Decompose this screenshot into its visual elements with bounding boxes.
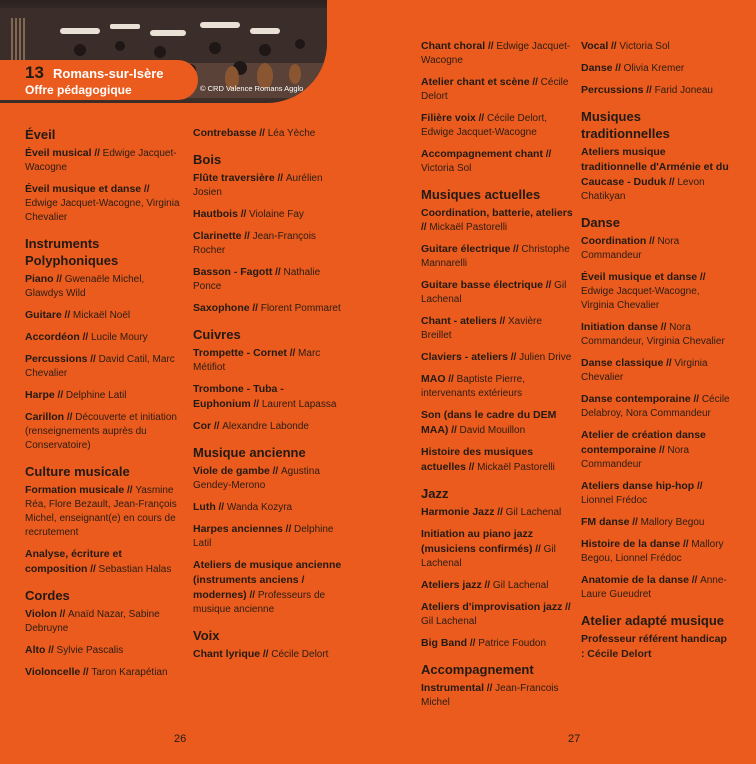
section-heading: Musiques traditionnelles bbox=[581, 109, 670, 141]
course-name: Ateliers musique traditionnelle d'Arménie et du Caucase - Duduk bbox=[581, 146, 729, 188]
course-entry bbox=[421, 111, 573, 140]
course-name: Filière voix bbox=[421, 112, 476, 124]
teacher-names: Levon Chatikyan bbox=[581, 177, 705, 202]
course-entry bbox=[193, 647, 343, 662]
course-entry bbox=[421, 600, 573, 629]
separator: // bbox=[64, 412, 76, 423]
separator: // bbox=[421, 222, 430, 233]
teacher-names: Delphine Latil bbox=[193, 524, 334, 549]
separator: // bbox=[282, 524, 295, 535]
section-heading: Cordes bbox=[25, 588, 70, 603]
separator: // bbox=[141, 184, 150, 195]
course-name: MAO bbox=[421, 373, 446, 385]
teacher-names: Edwige Jacquet-Wacogne, Virginia Chevalier bbox=[581, 286, 700, 311]
course-name: Violoncelle bbox=[25, 666, 81, 678]
separator: // bbox=[608, 41, 620, 52]
page-number-right: 27 bbox=[568, 733, 581, 745]
course-entry bbox=[581, 632, 731, 662]
separator: // bbox=[688, 575, 701, 586]
separator: // bbox=[53, 274, 65, 285]
teacher-names: Nora Commandeur bbox=[581, 445, 690, 470]
course-name: Anatomie de la danse bbox=[581, 574, 689, 586]
section-heading: Instruments Polyphoniques bbox=[25, 236, 119, 268]
teacher-names: Nora Commandeur bbox=[581, 236, 680, 261]
separator: // bbox=[680, 539, 692, 550]
teacher-names: Cécile Delort, Edwige Jacquet-Wacogne bbox=[421, 113, 548, 138]
course-entry bbox=[193, 382, 343, 412]
course-entry bbox=[421, 75, 573, 104]
course-name: Luth bbox=[193, 501, 216, 513]
teacher-names: Sylvie Pascalis bbox=[56, 645, 124, 656]
separator: // bbox=[79, 332, 91, 343]
course-name: Big Band bbox=[421, 637, 468, 649]
teacher-names: Mickaël Pastorelli bbox=[477, 462, 555, 473]
teacher-names: Lionnel Frédoc bbox=[581, 495, 648, 506]
separator: // bbox=[87, 564, 99, 575]
course-entry bbox=[193, 126, 343, 141]
separator: // bbox=[510, 244, 522, 255]
course-entry bbox=[581, 479, 731, 508]
teacher-names: Alexandre Labonde bbox=[222, 421, 309, 432]
course-entry bbox=[25, 330, 185, 345]
teacher-names: Mallory Begou, Lionnel Frédoc bbox=[581, 539, 724, 564]
teacher-names: Olivia Kremer bbox=[623, 63, 685, 74]
course-name: Contrebasse bbox=[193, 127, 257, 139]
course-entry bbox=[421, 206, 573, 235]
course-entry bbox=[25, 182, 185, 225]
course-entry bbox=[581, 39, 731, 54]
course-name: Hautbois bbox=[193, 208, 238, 220]
course-name: Alto bbox=[25, 644, 46, 656]
teacher-names: Delphine Latil bbox=[65, 390, 127, 401]
course-name: Saxophone bbox=[193, 302, 250, 314]
separator: // bbox=[445, 374, 457, 385]
course-name: Coordination bbox=[581, 235, 647, 247]
course-entry bbox=[25, 483, 185, 540]
course-entry bbox=[421, 147, 573, 176]
teacher-names: Xavière Breillet bbox=[421, 316, 542, 341]
separator: // bbox=[542, 280, 555, 291]
course-name: Harpe bbox=[25, 389, 55, 401]
teacher-names: Lucile Moury bbox=[90, 332, 148, 343]
course-entry bbox=[421, 314, 573, 343]
course-name: Initiation au piano jazz (musiciens confirmés) bbox=[421, 528, 534, 555]
course-name: Histoire des musiques actuelles bbox=[421, 446, 534, 473]
course-name: Coordination, batterie, ateliers bbox=[421, 207, 573, 219]
course-entry bbox=[193, 522, 343, 551]
teacher-names: Florent Pommaret bbox=[260, 303, 341, 314]
separator: // bbox=[663, 358, 675, 369]
teacher-names: Edwige Jacquet-Wacogne, Virginia Chevalier bbox=[25, 198, 180, 223]
course-name: Cor bbox=[193, 420, 212, 432]
course-name: Danse contemporaine bbox=[581, 393, 691, 405]
page-number-left: 26 bbox=[174, 733, 187, 745]
separator: // bbox=[529, 77, 541, 88]
teacher-names: Baptiste Pierre, intervenants extérieurs bbox=[421, 374, 525, 399]
teacher-names: Léa Yèche bbox=[267, 128, 316, 139]
separator: // bbox=[496, 316, 508, 327]
separator: // bbox=[542, 149, 552, 160]
course-name: Ateliers jazz bbox=[421, 579, 482, 591]
separator: // bbox=[272, 267, 284, 278]
separator: // bbox=[61, 310, 73, 321]
course-entry bbox=[421, 39, 573, 68]
separator: // bbox=[475, 113, 487, 124]
teacher-names: Mickaël Noël bbox=[72, 310, 131, 321]
teacher-names: Gil Lachenal bbox=[421, 616, 477, 627]
course-name: Chant lyrique bbox=[193, 648, 261, 660]
separator: // bbox=[250, 399, 262, 410]
section-heading: Musiques actuelles bbox=[421, 187, 541, 202]
teacher-names: Taron Karapétian bbox=[91, 667, 168, 678]
course-name: Guitare basse électrique bbox=[421, 279, 543, 291]
teacher-names: Découverte et initiation (renseignements auprès du Conservatoire) bbox=[25, 412, 177, 451]
course-name: Percussions bbox=[581, 84, 644, 96]
separator: // bbox=[532, 544, 544, 555]
teacher-names: Patrice Foudon bbox=[478, 638, 547, 649]
course-name: Instrumental bbox=[421, 682, 485, 694]
course-entry bbox=[581, 270, 731, 313]
section-number: 13 bbox=[25, 63, 44, 82]
course-entry bbox=[193, 419, 343, 434]
course-entry bbox=[421, 242, 573, 271]
separator: // bbox=[507, 352, 520, 363]
teacher-names: Virginia Chevalier bbox=[581, 358, 708, 383]
section-heading: Éveil bbox=[25, 127, 56, 142]
course-name: Violon bbox=[25, 608, 57, 620]
course-name: Harmonie Jazz bbox=[421, 506, 495, 518]
course-name: Flûte traversière bbox=[193, 172, 275, 184]
separator: // bbox=[481, 580, 493, 591]
course-name: Harpes anciennes bbox=[193, 523, 283, 535]
course-entry bbox=[421, 527, 573, 571]
course-name: Chant choral bbox=[421, 40, 486, 52]
teacher-names: Gil Lachenal bbox=[421, 544, 556, 569]
course-entry bbox=[25, 308, 185, 323]
teacher-names: Yasmine Réa, Flore Bezault, Jean-François Michel, enseignant(e) en cours de recrutement bbox=[25, 485, 177, 538]
separator: // bbox=[656, 445, 668, 456]
section-heading: Voix bbox=[193, 628, 220, 643]
course-name: Histoire de la danse bbox=[581, 538, 681, 550]
section-heading: Atelier adapté musique bbox=[581, 613, 725, 628]
course-name: Vocal bbox=[581, 40, 609, 52]
separator: // bbox=[612, 63, 624, 74]
section-heading: Musique ancienne bbox=[193, 445, 306, 460]
course-name: Éveil musique et danse bbox=[25, 183, 142, 195]
course-entry bbox=[581, 83, 731, 98]
separator: // bbox=[646, 236, 658, 247]
separator: // bbox=[448, 425, 460, 436]
teacher-names: Gil Lachenal bbox=[421, 280, 567, 305]
course-name: Professeur référent handicap : bbox=[581, 633, 727, 660]
teacher-names: Nathalie Ponce bbox=[193, 267, 321, 292]
course-name: Guitare bbox=[25, 309, 62, 321]
teacher-names: Wanda Kozyra bbox=[226, 502, 293, 513]
teacher-names: Julien Drive bbox=[519, 352, 572, 363]
course-name: Trombone - Tuba - Euphonium bbox=[193, 383, 284, 410]
course-entry bbox=[581, 515, 731, 530]
separator: // bbox=[215, 502, 227, 513]
section-heading: Jazz bbox=[421, 486, 449, 501]
section-heading: Cuivres bbox=[193, 327, 241, 342]
separator: // bbox=[249, 303, 261, 314]
course-name: Analyse, écriture et composition bbox=[25, 548, 122, 575]
teacher-names: Gil Lachenal bbox=[505, 507, 562, 518]
teacher-names: Gil Lachenal bbox=[492, 580, 549, 591]
course-name: Initiation danse bbox=[581, 321, 659, 333]
separator: // bbox=[666, 177, 678, 188]
course-name: Piano bbox=[25, 273, 54, 285]
teacher-names: Cécile Delort bbox=[421, 77, 569, 102]
separator: // bbox=[241, 231, 253, 242]
course-entry bbox=[581, 537, 731, 566]
course-entry bbox=[421, 636, 573, 651]
course-entry bbox=[421, 278, 573, 307]
separator: // bbox=[697, 272, 706, 283]
column-3 bbox=[421, 39, 573, 717]
course-entry bbox=[193, 500, 343, 515]
separator: // bbox=[269, 466, 281, 477]
course-entry bbox=[581, 428, 731, 472]
course-entry bbox=[25, 352, 185, 381]
course-entry bbox=[193, 171, 343, 200]
course-entry bbox=[581, 145, 731, 204]
course-name: Éveil musical bbox=[25, 147, 92, 159]
column-4 bbox=[581, 39, 731, 669]
course-entry bbox=[421, 681, 573, 710]
teacher-names: Jean-François Rocher bbox=[193, 231, 316, 256]
section-subtitle: Offre pédagogique bbox=[25, 83, 132, 97]
course-entry bbox=[421, 505, 573, 520]
separator: // bbox=[91, 148, 103, 159]
column-2 bbox=[193, 126, 343, 669]
teacher-names: David Mouillon bbox=[459, 425, 526, 436]
course-entry bbox=[25, 410, 185, 453]
separator: // bbox=[484, 683, 496, 694]
teacher-names: Cécile Delort bbox=[271, 649, 329, 660]
course-entry bbox=[193, 229, 343, 258]
separator: // bbox=[465, 462, 478, 473]
course-entry bbox=[581, 61, 731, 76]
separator: // bbox=[80, 667, 92, 678]
teacher-names: Violaine Fay bbox=[249, 209, 304, 220]
teacher-names: Jean-Francois Michel bbox=[421, 683, 559, 708]
separator: // bbox=[629, 517, 641, 528]
course-name: Ateliers danse hip-hop bbox=[581, 480, 695, 492]
course-entry bbox=[421, 372, 573, 401]
course-name: Danse bbox=[581, 62, 613, 74]
course-name: Chant - ateliers bbox=[421, 315, 497, 327]
course-entry bbox=[581, 392, 731, 421]
course-name: Son (dans le cadre du DEM MAA) bbox=[421, 409, 557, 436]
course-entry bbox=[25, 607, 185, 636]
teacher-names: Nora Commandeur, Virginia Chevalier bbox=[581, 322, 725, 347]
separator: // bbox=[246, 590, 258, 601]
teacher-names: Laurent Lapassa bbox=[261, 399, 337, 410]
separator: // bbox=[286, 348, 299, 359]
teacher-names: Victoria Sol bbox=[619, 41, 670, 52]
separator: // bbox=[690, 394, 702, 405]
course-entry bbox=[25, 272, 185, 301]
teacher-names: Professeurs de musique ancienne bbox=[193, 590, 326, 615]
teacher-names: Edwige Jacquet-Wacogne bbox=[421, 41, 571, 66]
course-name: Accompagnement chant bbox=[421, 148, 543, 160]
column-1 bbox=[25, 126, 185, 687]
teacher-names: Agustina Gendey-Merono bbox=[193, 466, 320, 491]
course-entry bbox=[421, 350, 573, 365]
teacher-names: Sebastian Halas bbox=[98, 564, 172, 575]
section-banner bbox=[0, 60, 198, 100]
section-city: Romans-sur-Isère bbox=[53, 66, 164, 81]
teacher-names: Gwenaële Michel, Glawdys Wild bbox=[25, 274, 145, 299]
course-entry bbox=[193, 301, 343, 316]
course-entry bbox=[25, 665, 185, 680]
course-entry bbox=[421, 408, 573, 438]
separator: // bbox=[694, 481, 703, 492]
separator: // bbox=[658, 322, 670, 333]
course-name: Accordéon bbox=[25, 331, 80, 343]
course-entry bbox=[581, 234, 731, 263]
course-name: FM danse bbox=[581, 516, 630, 528]
teacher-names: David Catil, Marc Chevalier bbox=[25, 354, 175, 379]
separator: // bbox=[643, 85, 655, 96]
teacher-names: Marc Métifiot bbox=[193, 348, 321, 373]
photo-credit: © CRD Valence Romans Agglo bbox=[200, 84, 304, 93]
section-heading: Danse bbox=[581, 215, 621, 230]
separator: // bbox=[467, 638, 479, 649]
teacher-names: Anne-Laure Gueudret bbox=[581, 575, 727, 600]
course-entry bbox=[193, 464, 343, 493]
separator: // bbox=[494, 507, 506, 518]
separator: // bbox=[56, 609, 69, 620]
course-name: Percussions bbox=[25, 353, 88, 365]
section-heading: Culture musicale bbox=[25, 464, 130, 479]
course-entry bbox=[25, 643, 185, 658]
course-entry bbox=[421, 445, 573, 475]
course-name: Atelier de création danse contemporaine bbox=[581, 429, 706, 456]
course-name: Clarinette bbox=[193, 230, 242, 242]
course-name: Formation musicale bbox=[25, 484, 125, 496]
separator: // bbox=[54, 390, 66, 401]
course-name: Danse classique bbox=[581, 357, 664, 369]
course-entry bbox=[25, 388, 185, 403]
teacher-names: Mickaël Pastorelli bbox=[429, 222, 508, 233]
teacher-names: Christophe Mannarelli bbox=[421, 244, 570, 269]
separator: // bbox=[237, 209, 250, 220]
course-name: Guitare électrique bbox=[421, 243, 511, 255]
section-heading: Accompagnement bbox=[421, 662, 534, 677]
course-entry bbox=[25, 547, 185, 577]
teacher-names: Cécile Delort bbox=[587, 648, 652, 660]
course-entry bbox=[581, 573, 731, 602]
section-heading: Bois bbox=[193, 152, 222, 167]
course-entry bbox=[25, 146, 185, 175]
separator: // bbox=[256, 128, 268, 139]
separator: // bbox=[211, 421, 223, 432]
course-entry bbox=[193, 265, 343, 294]
teacher-names: Cécile Delabroy, Nora Commandeur bbox=[581, 394, 730, 419]
separator: // bbox=[124, 485, 136, 496]
separator: // bbox=[87, 354, 99, 365]
course-entry bbox=[193, 346, 343, 375]
course-entry bbox=[193, 207, 343, 222]
course-entry bbox=[421, 578, 573, 593]
teacher-names: Aurélien Josien bbox=[193, 173, 323, 198]
teacher-names: Mallory Begou bbox=[640, 517, 705, 528]
course-name: Ateliers de musique ancienne (instruments anciens / modernes) bbox=[193, 559, 342, 601]
teacher-names: Farid Joneau bbox=[654, 85, 713, 96]
course-name: Éveil musique et danse bbox=[581, 271, 698, 283]
course-name: Claviers - ateliers bbox=[421, 351, 508, 363]
course-entry bbox=[193, 558, 343, 617]
course-name: Ateliers d'improvisation jazz bbox=[421, 601, 563, 613]
course-name: Carillon bbox=[25, 411, 65, 423]
course-name: Trompette - Cornet bbox=[193, 347, 287, 359]
teacher-names: Anaïd Nazar, Sabine Debruyne bbox=[25, 609, 160, 634]
separator: // bbox=[562, 602, 571, 613]
course-name: Basson - Fagott bbox=[193, 266, 273, 278]
separator: // bbox=[274, 173, 286, 184]
separator: // bbox=[45, 645, 57, 656]
course-name: Viole de gambe bbox=[193, 465, 270, 477]
course-entry bbox=[581, 320, 731, 349]
teacher-names: Edwige Jacquet-Wacogne bbox=[25, 148, 177, 173]
separator: // bbox=[485, 41, 497, 52]
teacher-names: Victoria Sol bbox=[421, 163, 472, 174]
separator: // bbox=[260, 649, 272, 660]
course-name: Atelier chant et scène bbox=[421, 76, 530, 88]
course-entry bbox=[581, 356, 731, 385]
